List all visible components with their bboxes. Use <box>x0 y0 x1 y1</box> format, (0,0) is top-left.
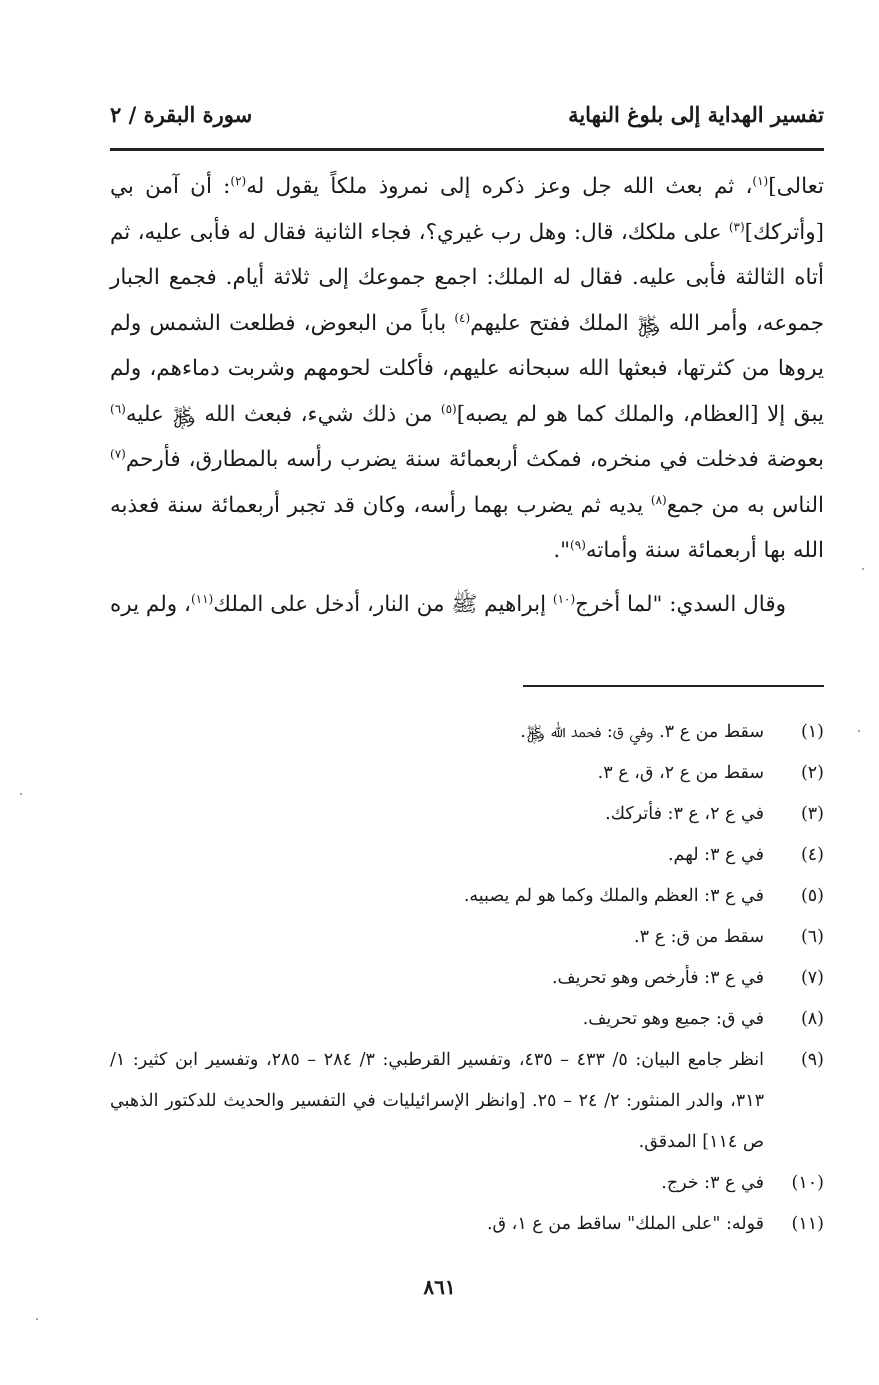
scan-speck <box>862 568 864 570</box>
footnote-number: (٦) <box>800 927 824 947</box>
text-run: وقال السدي: "لما أخرج <box>575 591 786 617</box>
text-run: الناس به من جمع <box>666 492 824 518</box>
footnote-item <box>110 794 824 835</box>
footnote-text: انظر جامع البيان: ٥/ ٤٣٣ – ٤٣٥، وتفسير القرطبي: ٣/ ٢٨٤ – ٢٨٥، وتفسير ابن كثير: ١/ ٣١٣، والدر المنثور: ٢/ ٢٤ – ٢٥. [وانظر الإسرائيليات في التفسير والحديث للدكتور الذهبي ص ١١٤] المدقق. <box>110 1050 764 1152</box>
footnote-text: في ع ٢، ع ٣: فأتركك. <box>605 804 764 824</box>
footnote-number: (٣) <box>800 804 824 824</box>
book-title: تفسير الهداية إلى بلوغ النهاية <box>568 102 824 127</box>
text-run: يديه ثم يضرب بهما رأسه، وكان قد تجبر أربعمائة سنة فعذبه الله بها أربعمائة سنة وأماته <box>110 492 824 563</box>
footnote-marker: (٩) <box>570 537 586 552</box>
footnote-item <box>110 835 824 876</box>
text-run: من ذلك شيء، فبعث الله ﷿ عليه <box>125 401 441 427</box>
footnote-text: سقط من ق: ع ٣. <box>634 927 764 947</box>
text-run: بعوضة فدخلت في منخره، فمكث أربعمائة سنة يضرب رأسه بالمطارق، فأرحم <box>125 447 824 472</box>
footnote-number: (٢) <box>800 763 824 783</box>
footnote-marker: (٦) <box>110 401 126 416</box>
footnote-number: (١٠) <box>791 1173 824 1193</box>
main-text <box>110 164 824 627</box>
text-run: : أن آمن بي [وأتركك] <box>110 174 824 245</box>
footnote-text: في ع ٣: فأرخص وهو تحريف. <box>551 968 764 988</box>
footnote-marker: (٣) <box>728 219 745 234</box>
footnote-text: سقط من ع ٢، ق، ع ٣. <box>597 763 764 783</box>
footnote-rule <box>523 685 824 687</box>
scan-speck <box>858 730 860 732</box>
footnote-marker: (١١) <box>190 591 214 606</box>
footnote-number: (١١) <box>791 1214 824 1234</box>
footnote-item <box>110 753 824 794</box>
footnote-item <box>110 1163 824 1204</box>
footnote-item <box>110 712 824 753</box>
text-run: ". <box>553 538 571 563</box>
footnote-text: في ع ٣: العظم والملك وكما هو لم يصبيه. <box>463 886 764 906</box>
footnote-marker: (٤) <box>454 310 471 325</box>
paragraph-2 <box>110 582 824 628</box>
surah-label: سورة البقرة / ٢ <box>110 102 253 127</box>
footnote-item <box>110 876 824 917</box>
text-run: ، ثم بعث الله جل وعز ذكره إلى نمروذ ملكاً يقول له <box>246 174 753 199</box>
page-number: ٨٦١ <box>423 1275 456 1299</box>
footnote-number: (٩) <box>800 1050 824 1070</box>
footnote-item <box>110 1040 824 1163</box>
footnote-item <box>110 958 824 999</box>
footnote-text: في ع ٣: لهم. <box>667 845 764 865</box>
footnote-number: (١) <box>800 722 824 742</box>
scan-speck <box>36 1318 38 1320</box>
footnote-item <box>110 1204 824 1245</box>
paragraph-1 <box>110 164 824 574</box>
footnote-number: (٧) <box>800 968 824 988</box>
footnote-marker: (١) <box>752 173 769 188</box>
text-run: تعالى] <box>768 174 824 199</box>
footnote-text: قوله: "على الملك" ساقط من ع ١، ق. <box>486 1214 764 1234</box>
footnotes-list <box>110 712 824 1245</box>
scan-speck <box>20 793 22 795</box>
running-header <box>110 100 824 140</box>
footnote-text: سقط من ع ٣. وفي ق: فحمد الله ﷿. <box>520 722 764 742</box>
footnote-item <box>110 917 824 958</box>
footnote-marker: (١٠) <box>552 591 576 606</box>
text-run: إبراهيم ﷺ من النار، أدخل على الملك <box>213 591 553 617</box>
text-run: باباً من البعوض، فطلعت الشمس ولم يروها من كثرتها، فبعثها الله سبحانه عليهم، فأكلت لحومهم وشربت دماءهم، ولم يبق إلا [العظام، والملك كما هو لم يصبه] <box>110 310 824 427</box>
footnote-marker: (٥) <box>440 401 457 416</box>
footnote-number: (٥) <box>800 886 824 906</box>
footnote-text: في ع ٣: خرج. <box>661 1173 764 1193</box>
footnote-marker: (٧) <box>110 446 126 461</box>
footnote-number: (٤) <box>800 845 824 865</box>
text-run: ، ولم يره <box>109 591 191 617</box>
footnote-marker: (٢) <box>230 173 247 188</box>
footnote-text: في ق: جميع وهو تحريف. <box>582 1009 764 1029</box>
footnote-number: (٨) <box>800 1009 824 1029</box>
footnote-item <box>110 999 824 1040</box>
header-rule <box>110 148 824 151</box>
footnote-marker: (٨) <box>650 492 667 507</box>
text-run: على ملكك، قال: وهل رب غيري؟، فجاء الثانية فقال له فأبى عليه، ثم أتاه الثالثة فأبى عليه. فقال له الملك: اجمع جموعك إلى ثلاثة أيام. فجمع الجبار جموعه، وأمر الله ﷿ الملك ففتح عليهم <box>110 219 824 336</box>
